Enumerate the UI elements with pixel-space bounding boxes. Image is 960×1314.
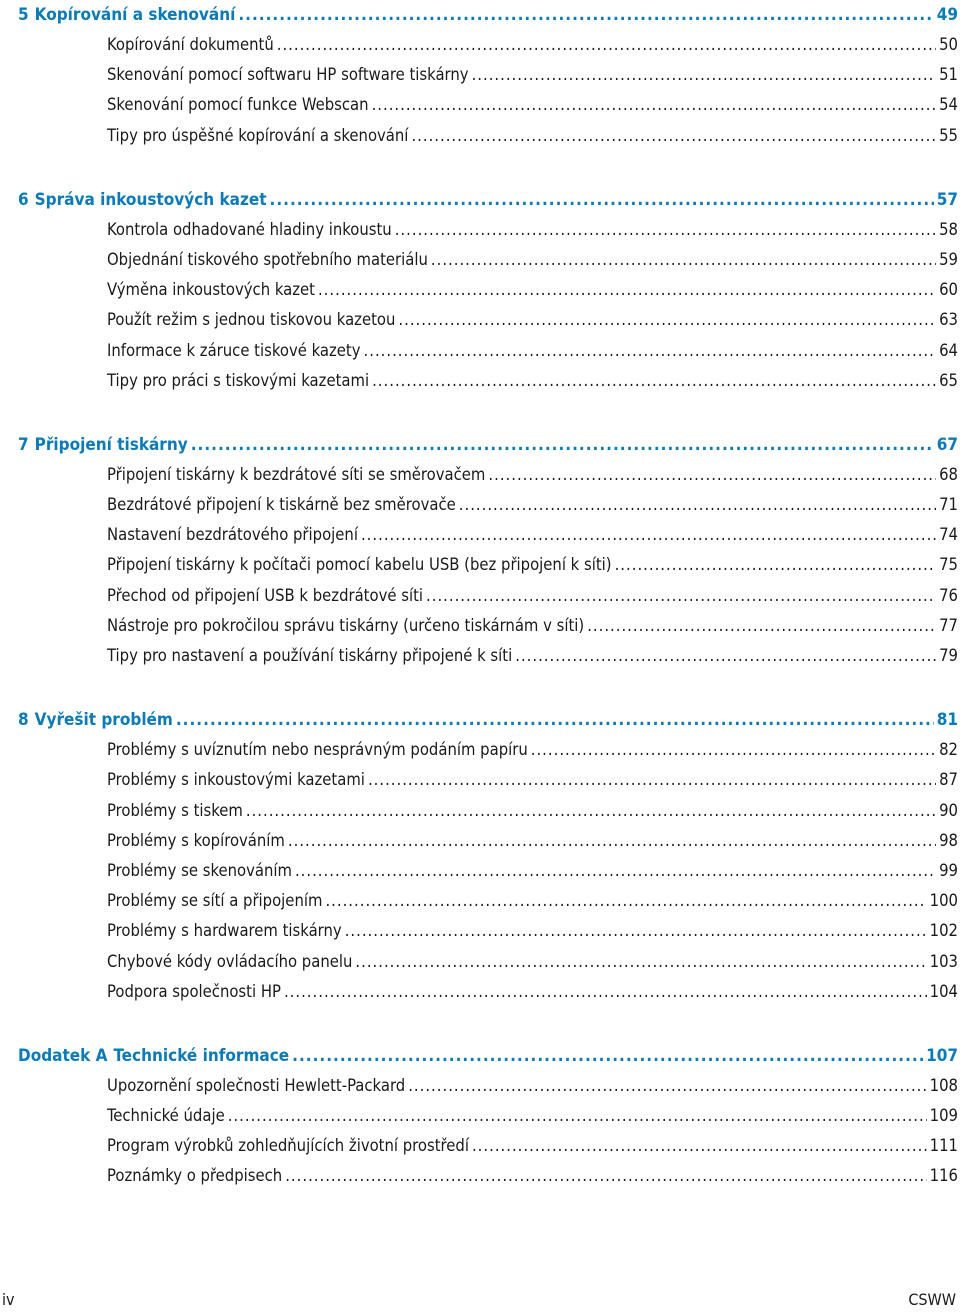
entry-title: Problémy se skenováním: [107, 860, 292, 880]
chapter-spacer: [18, 396, 958, 430]
toc-entry-link[interactable]: [107, 796, 958, 826]
footer-locale-code: CSWW: [908, 1290, 956, 1309]
entry-title: Objednání tiskového spotřebního materiálu: [107, 249, 428, 269]
entry-title: Skenování pomocí softwaru HP software tiskárny: [107, 65, 469, 85]
toc-entry-link[interactable]: [107, 641, 958, 671]
entry-page-number: 68: [939, 464, 958, 484]
dot-leader: [295, 856, 936, 886]
chapter-page-number: 49: [936, 5, 958, 25]
chapter-heading-link[interactable]: [18, 0, 958, 30]
chapter-title: Kopírování a skenování: [34, 5, 236, 25]
entry-title: Problémy s inkoustovými kazetami: [107, 770, 365, 790]
entry-page-number: 76: [939, 585, 958, 605]
chapter-title: Správa inkoustových kazet: [34, 189, 267, 210]
toc-entry-link[interactable]: [107, 336, 958, 366]
toc-entry-link[interactable]: [107, 856, 958, 886]
toc-entry-link[interactable]: [107, 1131, 958, 1161]
dot-leader: [176, 705, 934, 735]
toc-entry-link[interactable]: [107, 1161, 958, 1191]
dot-leader: [515, 641, 936, 671]
dot-leader: [472, 60, 937, 90]
entry-page-number: 79: [939, 646, 958, 665]
entry-title: Problémy s uvíznutím nebo nesprávným podáním papíru: [107, 740, 528, 760]
entry-title: Chybové kódy ovládacího panelu: [107, 951, 353, 971]
entry-title: Nastavení bezdrátového připojení: [107, 525, 358, 545]
toc-chapter-7: [18, 430, 958, 671]
dot-leader: [325, 886, 926, 916]
toc-entry-link[interactable]: [107, 1071, 958, 1101]
chapter-number: Dodatek A: [18, 1045, 108, 1066]
entry-page-number: 109: [929, 1106, 958, 1126]
dot-leader: [277, 30, 936, 60]
entry-title: Přechod od připojení USB k bezdrátové síti: [107, 585, 424, 605]
entry-title: Problémy s kopírováním: [107, 830, 285, 850]
dot-leader: [318, 275, 936, 305]
toc-chapter-8: [18, 705, 958, 1007]
dot-leader: [238, 0, 933, 30]
dot-leader: [398, 305, 936, 335]
entry-title: Připojení tiskárny k bezdrátové síti se směrovačem: [107, 464, 486, 484]
entry-title: Výměna inkoustových kazet: [107, 280, 315, 300]
entry-title: Podpora společnosti HP: [107, 981, 281, 1001]
dot-leader: [270, 185, 934, 215]
entry-title: Informace k záruce tiskové kazety: [107, 340, 361, 360]
dot-leader: [368, 765, 936, 795]
toc-entry-link[interactable]: [107, 550, 958, 580]
entry-title: Poznámky o předpisech: [107, 1166, 283, 1186]
toc-entry-link[interactable]: [107, 977, 958, 1007]
dot-leader: [355, 947, 926, 977]
entry-title: Upozornění společnosti Hewlett-Packard: [107, 1075, 406, 1095]
dot-leader: [459, 490, 936, 520]
chapter-spacer: [18, 671, 958, 705]
entry-page-number: 50: [939, 35, 958, 54]
dot-leader: [345, 916, 927, 946]
toc-entry-link[interactable]: [107, 947, 958, 977]
entry-page-number: 58: [939, 219, 958, 239]
entry-page-number: 65: [939, 370, 958, 390]
entry-page-number: 54: [939, 95, 958, 115]
dot-leader: [615, 550, 937, 580]
footer-page-number: iv: [2, 1290, 15, 1309]
dot-leader: [284, 977, 927, 1007]
entry-page-number: 116: [929, 1166, 958, 1186]
toc-entry-link[interactable]: [107, 611, 958, 641]
entry-page-number: 99: [939, 860, 958, 880]
dot-leader: [372, 90, 937, 120]
toc-entry-link[interactable]: [107, 366, 958, 396]
toc-entry-link[interactable]: [107, 275, 958, 305]
entry-title: Problémy s hardwarem tiskárny: [107, 921, 342, 941]
toc-entry-link[interactable]: [107, 765, 958, 795]
toc-entry-link[interactable]: [107, 1101, 958, 1131]
chapter-page-number: 67: [936, 434, 958, 455]
entry-page-number: 90: [939, 800, 958, 820]
toc-entry-link[interactable]: [107, 520, 958, 550]
toc-entry-link[interactable]: [107, 121, 958, 151]
chapter-number: 6: [18, 189, 29, 210]
chapter-heading-link[interactable]: [18, 430, 958, 460]
entry-page-number: 104: [929, 981, 958, 1001]
entry-page-number: 108: [929, 1075, 958, 1095]
dot-leader: [246, 796, 936, 826]
dot-leader: [228, 1101, 927, 1131]
chapter-number: 7: [18, 434, 29, 455]
entry-page-number: 102: [929, 921, 958, 941]
entry-title: Kontrola odhadované hladiny inkoustu: [107, 219, 392, 239]
entry-title: Program výrobků zohledňujících životní prostředí: [107, 1136, 469, 1156]
entry-title: Technické údaje: [107, 1106, 225, 1126]
toc-chapter-5: [18, 0, 958, 151]
entry-page-number: 100: [929, 891, 958, 911]
dot-leader: [531, 735, 936, 765]
chapter-number: 8: [18, 710, 29, 731]
entry-title: Tipy pro úspěšné kopírování a skenování: [107, 125, 409, 145]
entry-page-number: 71: [939, 495, 958, 515]
entry-title: Problémy se sítí a připojením: [107, 891, 323, 911]
chapter-spacer: [18, 1007, 958, 1041]
entry-page-number: 59: [939, 249, 958, 269]
chapter-spacer: [18, 151, 958, 185]
entry-page-number: 75: [939, 555, 958, 575]
chapter-heading-link[interactable]: [18, 1041, 958, 1071]
toc-entry-link[interactable]: [107, 460, 958, 490]
entry-page-number: 60: [939, 280, 958, 300]
toc-appendix-a: [18, 1041, 958, 1192]
entry-page-number: 63: [939, 310, 958, 330]
entry-title: Tipy pro práci s tiskovými kazetami: [107, 370, 370, 390]
dot-leader: [292, 1041, 923, 1071]
entry-page-number: 82: [939, 740, 958, 760]
chapter-title: Technické informace: [113, 1045, 290, 1066]
toc-entry-link[interactable]: [107, 60, 958, 90]
entry-page-number: 55: [939, 125, 958, 145]
dot-leader: [372, 366, 936, 396]
toc-entry-link[interactable]: [107, 735, 958, 765]
toc-entry-link[interactable]: [107, 490, 958, 520]
dot-leader: [472, 1131, 927, 1161]
entry-page-number: 87: [939, 770, 958, 790]
entry-page-number: 74: [939, 525, 958, 545]
entry-title: Skenování pomocí funkce Webscan: [107, 95, 369, 115]
chapter-page-number: 81: [936, 710, 958, 731]
entry-title: Použít režim s jednou tiskovou kazetou: [107, 310, 396, 330]
chapter-number: 5: [18, 5, 29, 25]
toc-entry-link[interactable]: [107, 90, 958, 120]
dot-leader: [408, 1071, 926, 1101]
toc-entry-link[interactable]: [107, 215, 958, 245]
dot-leader: [285, 1161, 926, 1191]
toc-entry-link[interactable]: [107, 245, 958, 275]
entry-page-number: 111: [929, 1136, 958, 1156]
chapter-heading-link[interactable]: [18, 705, 958, 735]
toc-entry-link[interactable]: [107, 886, 958, 916]
dot-leader: [395, 215, 936, 245]
toc-entry-link[interactable]: [107, 30, 958, 60]
table-of-contents: [18, 0, 958, 1192]
toc-entry-link[interactable]: [107, 916, 958, 946]
chapter-title: Vyřešit problém: [34, 710, 173, 731]
chapter-title: Připojení tiskárny: [34, 434, 188, 455]
entry-page-number: 64: [939, 340, 958, 360]
entry-page-number: 51: [939, 65, 958, 85]
chapter-heading-link[interactable]: [18, 185, 958, 215]
dot-leader: [411, 121, 936, 151]
entry-title: Problémy s tiskem: [107, 800, 243, 820]
chapter-page-number: 107: [926, 1045, 958, 1066]
dot-leader: [587, 611, 936, 641]
entry-title: Bezdrátové připojení k tiskárně bez směrovače: [107, 495, 456, 515]
entry-page-number: 103: [929, 951, 958, 971]
entry-title: Kopírování dokumentů: [107, 35, 274, 54]
dot-leader: [431, 245, 936, 275]
entry-title: Připojení tiskárny k počítači pomocí kabelu USB (bez připojení k síti): [107, 555, 612, 575]
dot-leader: [361, 520, 936, 550]
dot-leader: [191, 430, 934, 460]
entry-page-number: 98: [939, 830, 958, 850]
chapter-page-number: 57: [936, 189, 958, 210]
toc-chapter-6: [18, 185, 958, 396]
toc-entry-link[interactable]: [107, 305, 958, 335]
dot-leader: [488, 460, 936, 490]
dot-leader: [364, 336, 937, 366]
entry-title: Nástroje pro pokročilou správu tiskárny (určeno tiskárnám v síti): [107, 615, 585, 635]
entry-page-number: 77: [939, 615, 958, 635]
dot-leader: [288, 826, 936, 856]
entry-title: Tipy pro nastavení a používání tiskárny připojené k síti: [107, 646, 513, 665]
toc-entry-link[interactable]: [107, 581, 958, 611]
toc-entry-link[interactable]: [107, 826, 958, 856]
page-footer: [0, 1290, 960, 1314]
dot-leader: [426, 581, 936, 611]
